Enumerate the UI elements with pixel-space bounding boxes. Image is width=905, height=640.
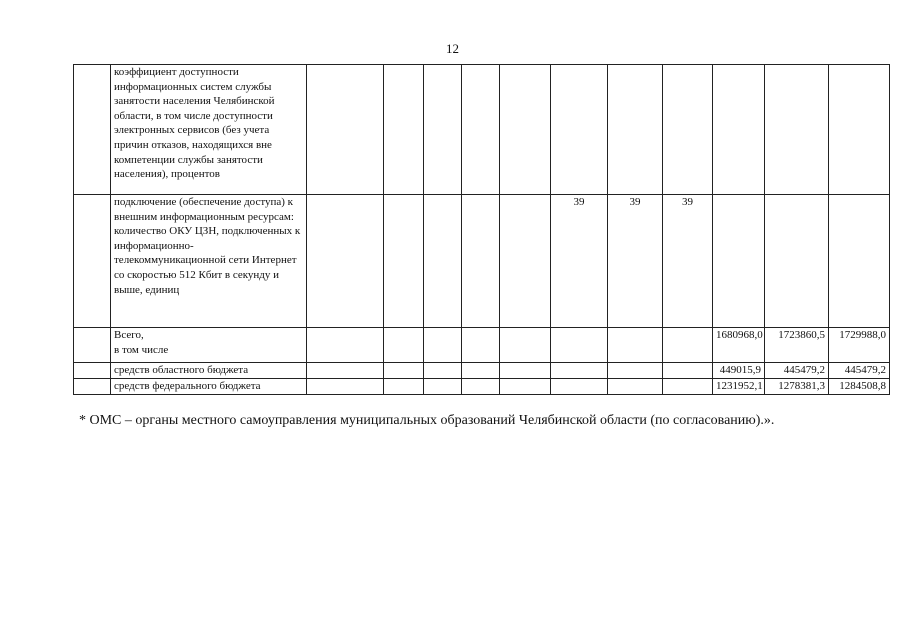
value-cell [307, 195, 384, 328]
value-cell [551, 65, 608, 195]
value-cell [829, 195, 890, 328]
indicator-cell [111, 363, 307, 379]
value-cell [500, 328, 551, 363]
table-row [74, 379, 905, 395]
row-lead-cell [74, 328, 111, 363]
value-cell [307, 363, 384, 379]
row-lead-cell [74, 195, 111, 328]
value-cell: 1680968,0 [713, 328, 765, 363]
footnote: * ОМС – органы местного самоуправления муниципальных образований Челябинской области (по согласованию).». [79, 413, 775, 428]
budget-table-body [74, 65, 905, 395]
indicator-text: Всего, [114, 329, 144, 341]
value-cell: 1723860,5 [765, 328, 829, 363]
value-cell [608, 328, 663, 363]
value-cell: 39 [608, 195, 663, 328]
indicator-text: подключение (обеспечение доступа) к внешним информационным ресурсам: количество ОКУ ЦЗН, подключенных к информационно-телекоммуникационной сети Интернет со скоростью 512 Кбит в секунду и выше, единиц [114, 196, 301, 296]
value-cell [500, 195, 551, 328]
indicator-text: в том числе [114, 343, 169, 356]
value-cell [462, 363, 500, 379]
value-cell: 1284508,8 [829, 379, 890, 395]
value-cell [424, 363, 462, 379]
row-lead-cell [74, 379, 111, 395]
table-row [74, 65, 905, 195]
indicator-text: средств областного бюджета [114, 364, 249, 376]
indicator-cell [111, 65, 307, 195]
value-cell [384, 379, 424, 395]
value-cell [663, 65, 713, 195]
value-cell: 1231952,1 [713, 379, 765, 395]
value-cell [608, 379, 663, 395]
row-lead-cell [74, 65, 111, 195]
indicator-cell [111, 379, 307, 395]
value-cell [307, 65, 384, 195]
value-cell [462, 195, 500, 328]
value-cell [663, 328, 713, 363]
value-cell [307, 328, 384, 363]
value-cell: 1729988,0 [829, 328, 890, 363]
value-cell [551, 328, 608, 363]
value-cell [384, 328, 424, 363]
value-cell: 445479,2 [765, 363, 829, 379]
value-cell [384, 65, 424, 195]
value-cell [462, 379, 500, 395]
value-cell [424, 195, 462, 328]
row-lead-cell [74, 363, 111, 379]
table-row [74, 328, 905, 363]
table-row [74, 195, 905, 328]
value-cell [462, 328, 500, 363]
value-cell [663, 379, 713, 395]
value-cell [500, 363, 551, 379]
indicator-text: средств федерального бюджета [114, 380, 261, 392]
value-cell [765, 195, 829, 328]
value-cell [384, 195, 424, 328]
table-row [74, 363, 905, 379]
value-cell: 39 [663, 195, 713, 328]
indicator-cell [111, 195, 307, 328]
indicator-text: коэффициент доступности информационных систем службы занятости населения Челябинской области, в том числе доступности электронных сервисов (без учета причин отказов, находящихся вне компетенции службы занятости населения), процентов [114, 66, 275, 181]
value-cell [500, 65, 551, 195]
value-cell [424, 65, 462, 195]
value-cell [462, 65, 500, 195]
value-cell [424, 379, 462, 395]
value-cell [500, 379, 551, 395]
page-number: 12 [446, 41, 459, 56]
indicator-cell [111, 328, 307, 363]
value-cell [608, 65, 663, 195]
value-cell [765, 65, 829, 195]
value-cell: 449015,9 [713, 363, 765, 379]
value-cell [424, 328, 462, 363]
value-cell [551, 363, 608, 379]
value-cell: 445479,2 [829, 363, 890, 379]
budget-table [73, 64, 905, 395]
value-cell: 39 [551, 195, 608, 328]
value-cell [608, 363, 663, 379]
value-cell [551, 379, 608, 395]
value-cell [713, 195, 765, 328]
value-cell [829, 65, 890, 195]
value-cell [307, 379, 384, 395]
value-cell [713, 65, 765, 195]
value-cell [663, 363, 713, 379]
value-cell [384, 363, 424, 379]
value-cell: 1278381,3 [765, 379, 829, 395]
